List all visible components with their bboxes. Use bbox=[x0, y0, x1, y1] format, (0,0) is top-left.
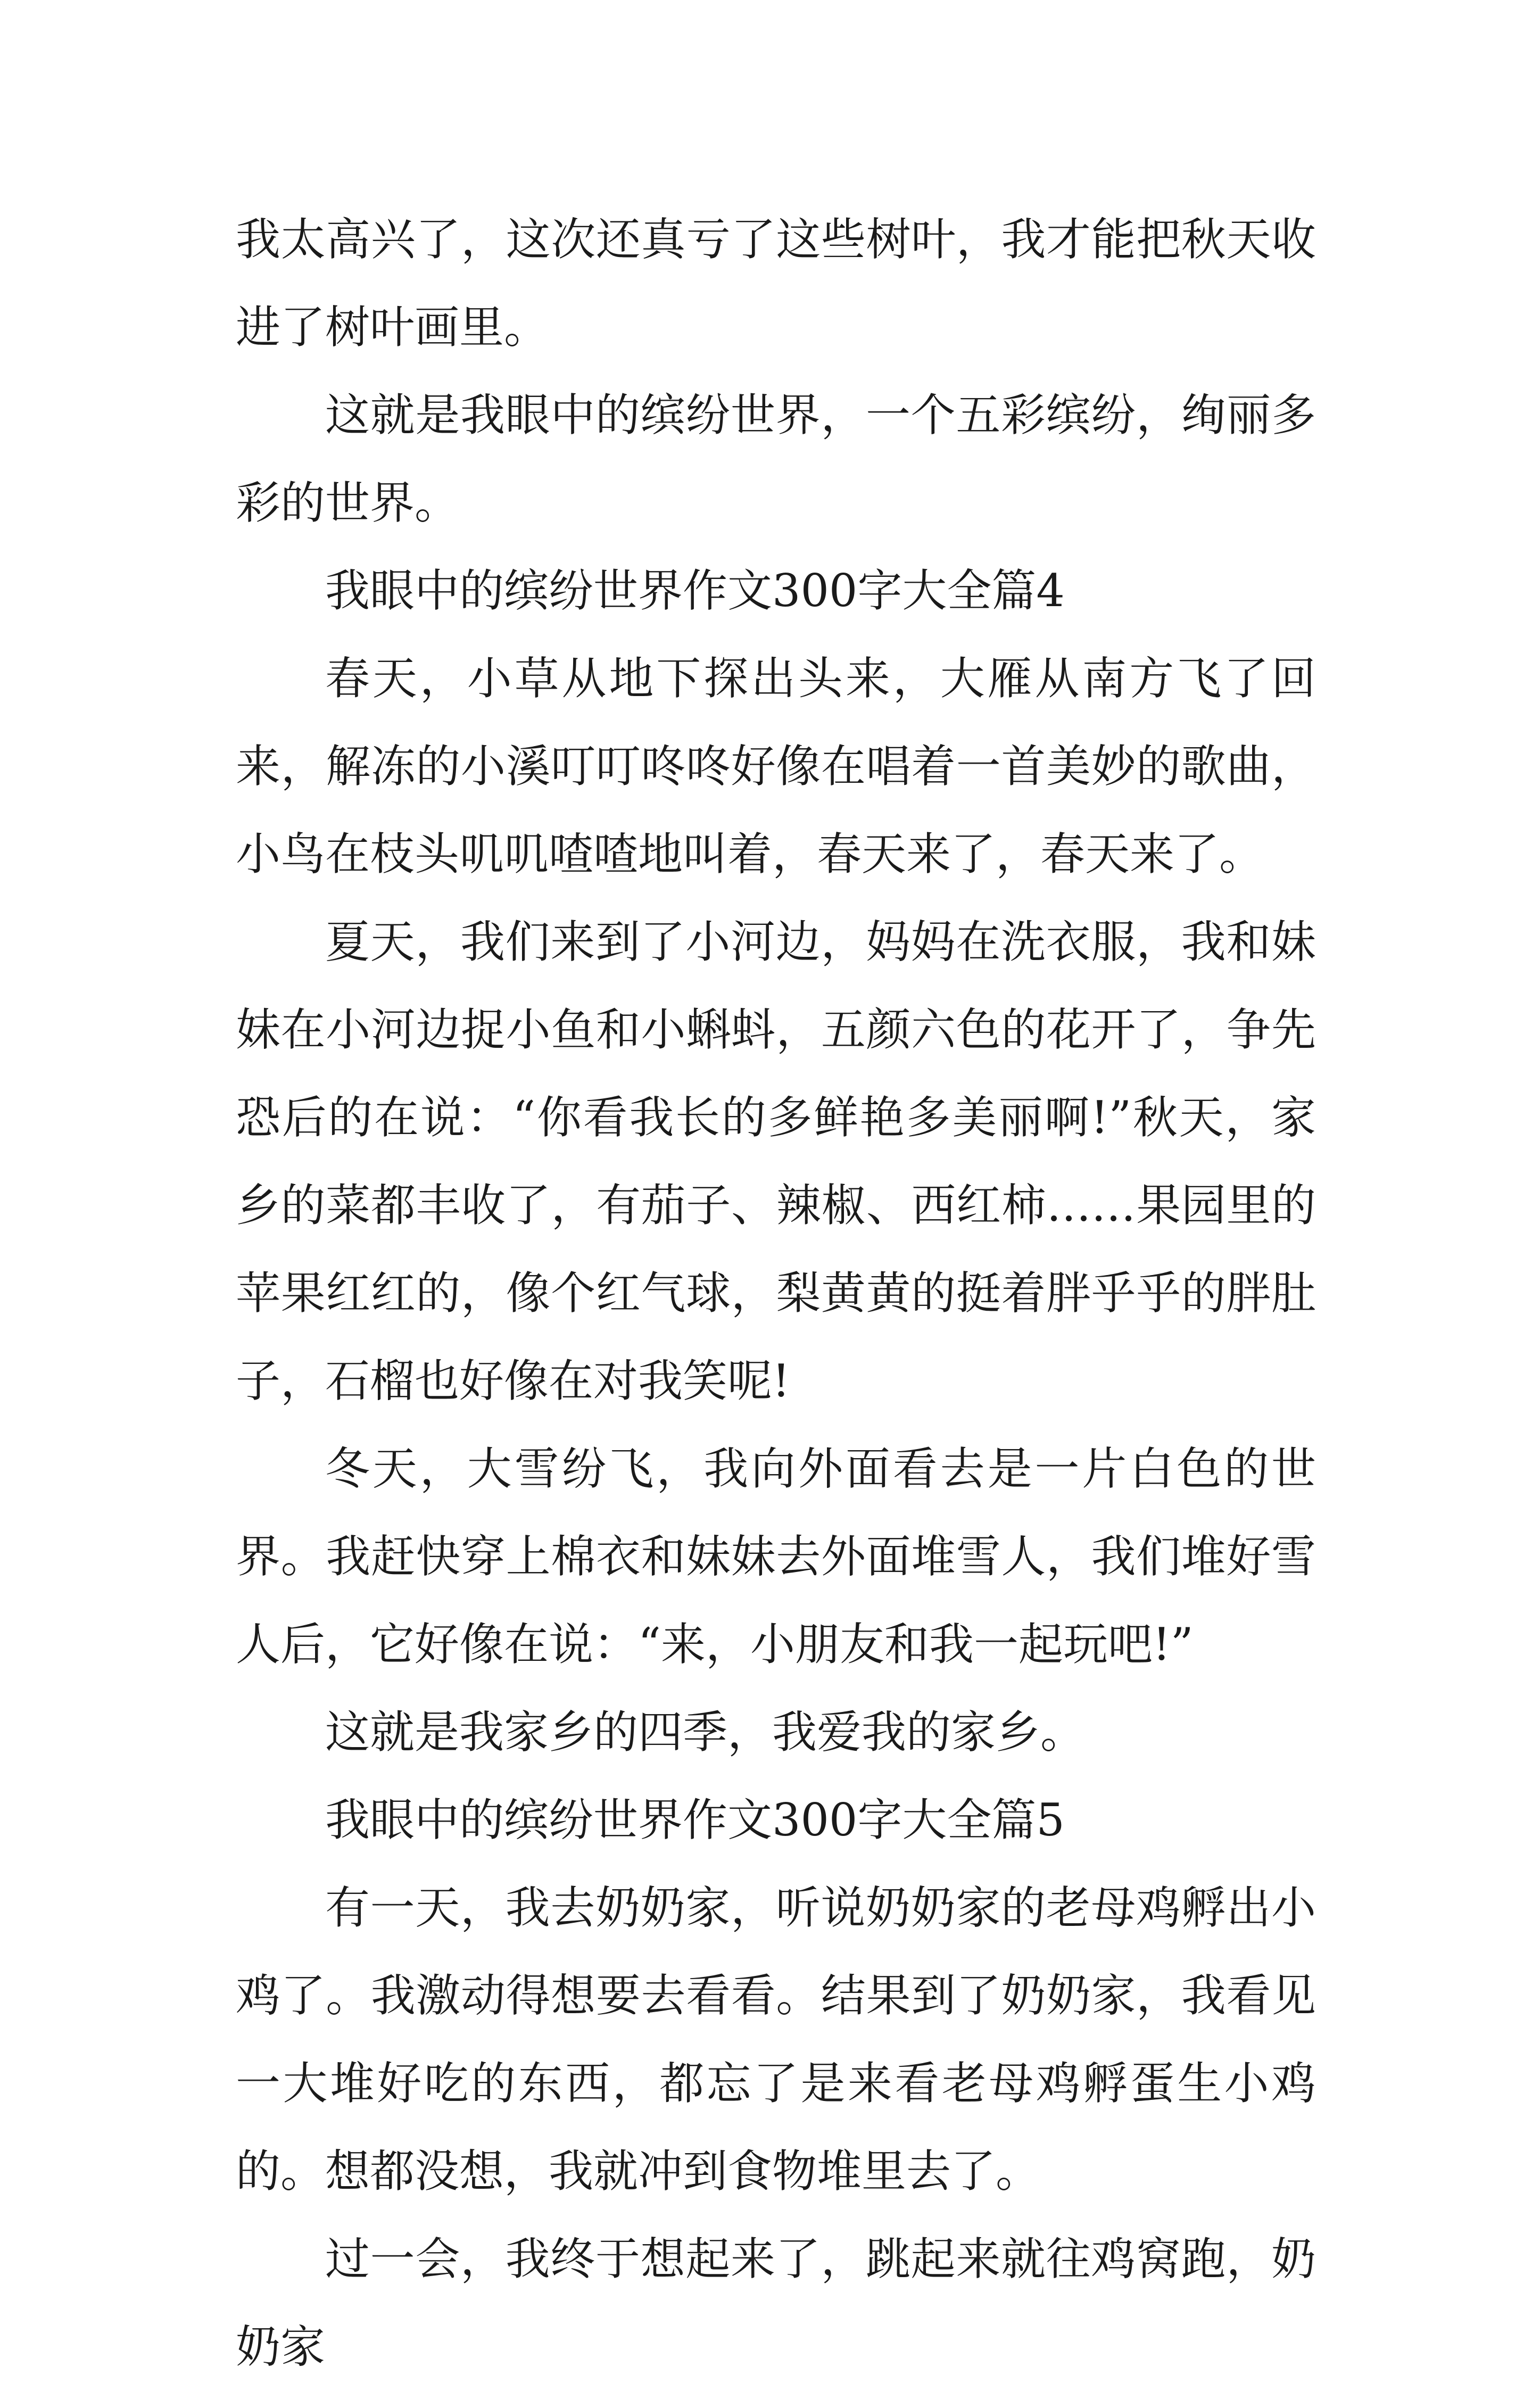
paragraph-continuation: 我太高兴了，这次还真亏了这些树叶，我才能把秋天收进了树叶画里。 bbox=[236, 213, 1316, 353]
paragraph: 夏天，我们来到了小河边，妈妈在洗衣服，我和妹妹在小河边捉小鱼和小蝌蚪，五颜六色的花开了，争先恐后的在说：“你看我长的多鲜艳多美丽啊!”秋天，家乡的菜都丰收了，有茄子、辣椒、西红柿……果园里的苹果红红的，像个红气球，梨黄黄的挺着胖乎乎的胖肚子，石榴也好像在对我笑呢! bbox=[236, 916, 1316, 1407]
paragraph: 这就是我家乡的四季，我爱我的家乡。 bbox=[325, 1706, 1086, 1758]
section-heading: 我眼中的缤纷世界作文300字大全篇5 bbox=[325, 1794, 1065, 1846]
paragraph: 冬天，大雪纷飞，我向外面看去是一片白色的世界。我赶快穿上棉衣和妹妹去外面堆雪人，我们堆好雪人后，它好像在说：“来，小朋友和我一起玩吧!” bbox=[236, 1443, 1316, 1670]
paragraph: 春天，小草从地下探出头来，大雁从南方飞了回来，解冻的小溪叮叮咚咚好像在唱着一首美妙的歌曲，小鸟在枝头叽叽喳喳地叫着，春天来了，春天来了。 bbox=[236, 652, 1316, 880]
paragraph: 过一会，我终于想起来了，跳起来就往鸡窝跑，奶奶家 bbox=[236, 2233, 1316, 2373]
section-heading: 我眼中的缤纷世界作文300字大全篇4 bbox=[325, 565, 1065, 617]
document-body bbox=[236, 196, 1316, 2391]
paragraph: 有一天，我去奶奶家，听说奶奶家的老母鸡孵出小鸡了。我激动得想要去看看。结果到了奶奶家，我看见一大堆好吃的东西，都忘了是来看老母鸡孵蛋生小鸡的。想都没想，我就冲到食物堆里去了。 bbox=[236, 1882, 1316, 2197]
paragraph: 这就是我眼中的缤纷世界，一个五彩缤纷，绚丽多彩的世界。 bbox=[236, 389, 1316, 529]
